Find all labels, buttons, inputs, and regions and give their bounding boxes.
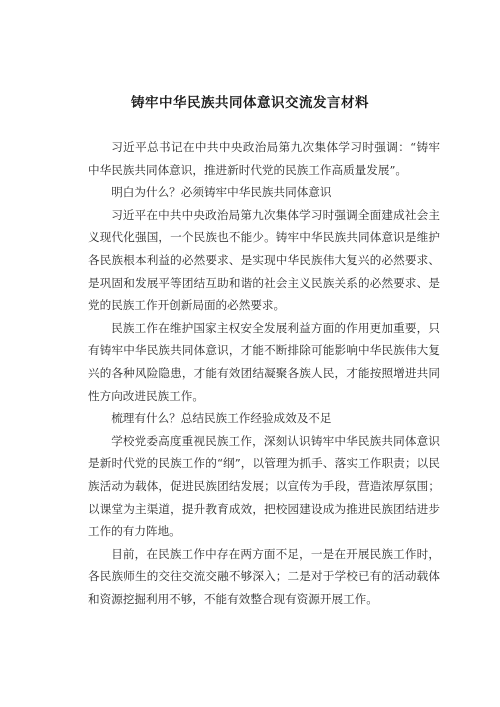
document-body	[88, 136, 440, 610]
paragraph-intro: 习近平总书记在中共中央政治局第九次集体学习时强调：“铸牢中华民族共同体意识，推进新时代党的民族工作高质量发展”。	[88, 140, 440, 177]
paragraph-why-1: 习近平在中共中央政治局第九次集体学习时强调全面建成社会主义现代化强国，一个民族也不能少。铸牢中华民族共同体意识是维护各民族根本利益的必然要求、是实现中华民族伟大复兴的必然要求、是巩固和发展平等团结互助和谐的社会主义民族关系的必然要求、是党的民族工作开创新局面的必然要求。	[88, 207, 440, 313]
section-heading-why: 明白为什么？必须铸牢中华民族共同体意识	[111, 185, 332, 200]
paragraph-what-1: 学校党委高度重视民族工作，深刻认识铸牢中华民族共同体意识是新时代党的民族工作的“纲”，以管理为抓手、落实工作职责；以民族活动为载体，促进民族团结发展；以宣传为手段，营造浓厚氛围；以课堂为主渠道，提升教育成效，把校园建设成为推进民族团结进步工作的有力阵地。	[88, 433, 440, 539]
document-title: 铸牢中华民族共同体意识交流发言材料	[131, 95, 369, 111]
paragraph-why-2: 民族工作在维护国家主权安全发展利益方面的作用更加重要，只有铸牢中华民族共同体意识，才能不断排除可能影响中华民族伟大复兴的各种风险隐患，才能有效团结凝聚各族人民，才能按照增进共同性方向改进民族工作。	[88, 320, 440, 403]
paragraph-what-2: 目前，在民族工作中存在两方面不足，一是在开展民族工作时，各民族师生的交往交流交融不够深入；二是对于学校已有的活动载体和资源挖掘利用不够，不能有效整合现有资源开展工作。	[88, 546, 440, 606]
section-heading-what: 梳理有什么？总结民族工作经验成效及不足	[111, 411, 332, 426]
